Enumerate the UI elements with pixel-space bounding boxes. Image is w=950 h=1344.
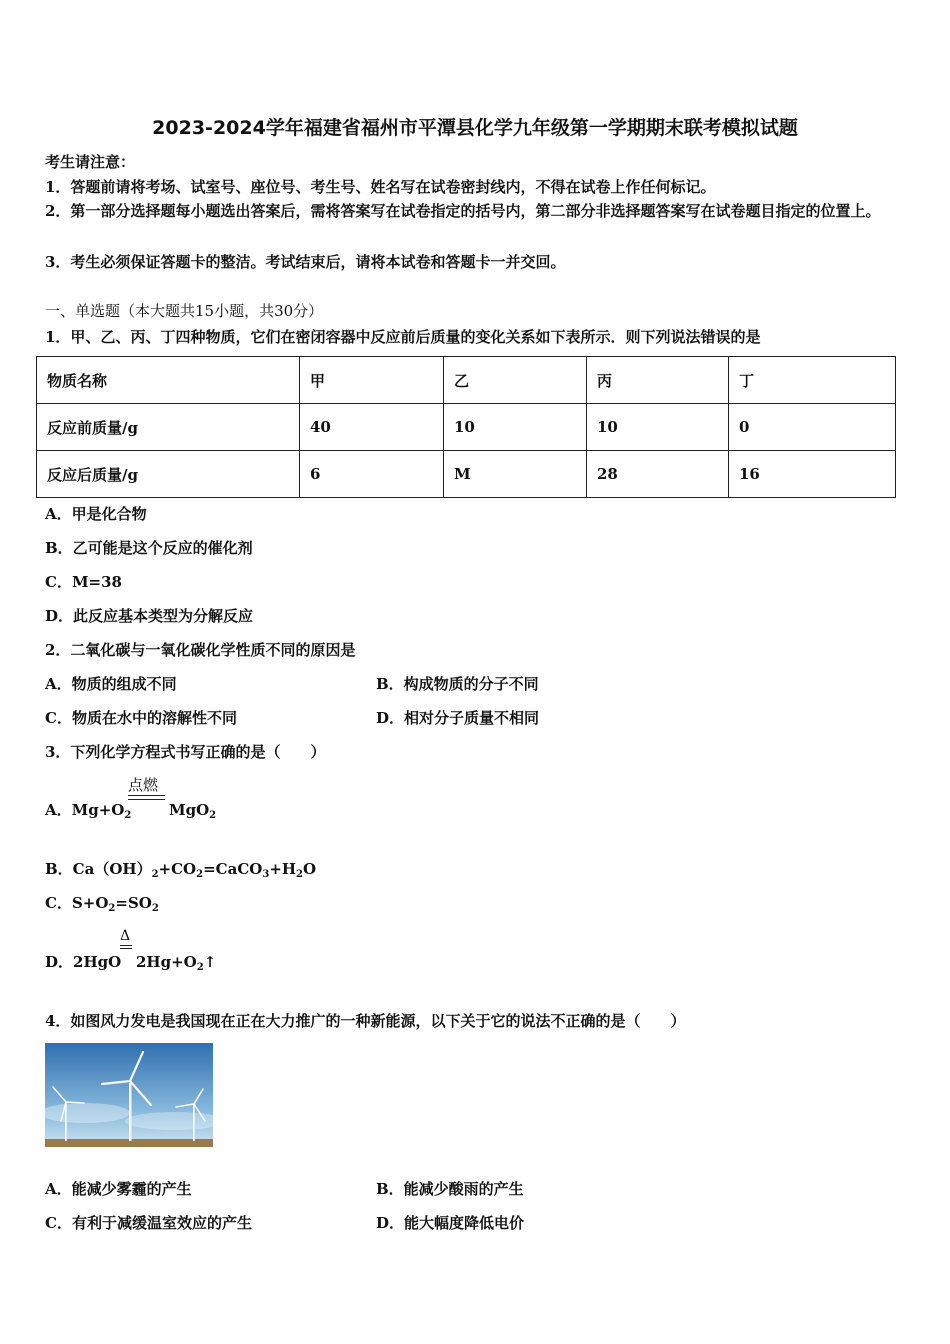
subscript: 2 <box>108 903 116 914</box>
notice-item-1: 1．答题前请将考场、试室号、座位号、考生号、姓名写在试卷密封线内，不得在试卷上作任何标记。 <box>45 178 716 196</box>
table-cell: 0 <box>729 404 896 451</box>
notice-item-3: 3．考生必须保证答题卡的整洁。考试结束后，请将本试卷和答题卡一并交回。 <box>45 253 566 271</box>
q3-stem: 3．下列化学方程式书写正确的是（ ） <box>45 743 326 761</box>
q1-option-a[interactable]: A．甲是化合物 <box>45 505 147 523</box>
q4-option-b[interactable]: B．能减少酸雨的产生 <box>376 1180 524 1198</box>
q3-a-product-line <box>169 800 216 826</box>
subscript: 2 <box>151 903 159 914</box>
q3-d-condition: Δ <box>120 928 131 944</box>
q3-c-part: C．S+O <box>45 894 109 912</box>
q3-option-c[interactable] <box>45 893 159 919</box>
section-heading: 一、单选题（本大题共15小题，共30分） <box>45 302 324 320</box>
q2-stem: 2．二氧化碳与一氧化碳化学性质不同的原因是 <box>45 641 356 659</box>
q4-option-c[interactable]: C．有利于减缓温室效应的产生 <box>45 1214 252 1232</box>
subscript: 2 <box>209 810 217 821</box>
q1-stem: 1．甲、乙、丙、丁四种物质，它们在密闭容器中反应前后质量的变化关系如下表所示．则下列说法错误的是 <box>45 328 761 346</box>
equals-sign-top <box>128 795 165 796</box>
q3-d-reactant: D．2HgO <box>45 953 122 971</box>
q3-option-d[interactable] <box>45 952 121 972</box>
q1-mass-table <box>36 356 896 498</box>
q2-option-d[interactable]: D．相对分子质量不相同 <box>376 709 540 727</box>
equals-sign-top <box>120 945 132 946</box>
q3-a-product: MgO <box>169 801 210 819</box>
page-title: 2023-2024学年福建省福州市平潭县化学九年级第一学期期末联考模拟试题 <box>152 117 798 139</box>
table-cell: 40 <box>300 404 444 451</box>
q3-b-part: O <box>303 860 317 878</box>
equals-sign-bottom <box>120 948 132 949</box>
q3-option-b[interactable] <box>45 859 316 885</box>
wind-turbine-photo <box>45 1043 213 1147</box>
q1-option-b[interactable]: B．乙可能是这个反应的催化剂 <box>45 539 253 557</box>
table-row <box>37 451 896 498</box>
q3-d-product: 2Hg+O <box>136 953 197 971</box>
q3-b-part: +H <box>269 860 297 878</box>
notice-heading: 考生请注意： <box>45 153 136 171</box>
table-cell: 丙 <box>587 357 729 404</box>
subscript: 2 <box>196 962 204 973</box>
q3-d-product-line <box>136 952 216 978</box>
subscript: 3 <box>262 869 270 880</box>
table-cell: 16 <box>729 451 896 498</box>
subscript: 2 <box>296 869 304 880</box>
q1-option-c[interactable]: C．M=38 <box>45 573 122 591</box>
q4-option-a[interactable]: A．能减少雾霾的产生 <box>45 1180 192 1198</box>
q4-option-d[interactable]: D．能大幅度降低电价 <box>376 1214 525 1232</box>
subscript: 2 <box>196 869 204 880</box>
turbine-tower <box>65 1103 67 1141</box>
subscript: 2 <box>151 869 159 880</box>
q2-option-c[interactable]: C．物质在水中的溶解性不同 <box>45 709 237 727</box>
equals-sign-bottom <box>128 799 165 800</box>
table-cell: 6 <box>300 451 444 498</box>
table-cell: 反应前质量/g <box>37 404 300 451</box>
wind-turbine-image <box>45 1043 213 1147</box>
q3-b-part: +CO <box>158 860 197 878</box>
q2-option-b[interactable]: B．构成物质的分子不同 <box>376 675 539 693</box>
table-cell: 28 <box>587 451 729 498</box>
table-cell: 反应后质量/g <box>37 451 300 498</box>
q3-a-reactants: A．Mg+O <box>45 801 125 819</box>
table-row <box>37 404 896 451</box>
table-cell: 甲 <box>300 357 444 404</box>
q1-option-d[interactable]: D．此反应基本类型为分解反应 <box>45 607 254 625</box>
turbine-tower <box>193 1105 195 1141</box>
q3-c-part: =SO <box>115 894 152 912</box>
q3-option-a[interactable] <box>45 800 131 826</box>
table-cell: 物质名称 <box>37 357 300 404</box>
table-cell: 10 <box>587 404 729 451</box>
table-cell: 10 <box>444 404 587 451</box>
q4-stem: 4．如图风力发电是我国现在正在大力推广的一种新能源，以下关于它的说法不正确的是（ ） <box>45 1012 686 1030</box>
notice-item-2: 2．第一部分选择题每小题选出答案后，需将答案写在试卷指定的括号内，第二部分非选择题答案写在试卷题目指定的位置上。 <box>45 202 881 220</box>
table-cell: M <box>444 451 587 498</box>
subscript: 2 <box>124 810 132 821</box>
q2-option-a[interactable]: A．物质的组成不同 <box>45 675 177 693</box>
table-cell: 乙 <box>444 357 587 404</box>
q3-a-condition: 点燃 <box>128 776 159 794</box>
q3-b-part: B．Ca（OH） <box>45 860 152 878</box>
q3-b-part: =CaCO <box>203 860 263 878</box>
up-arrow-icon: ↑ <box>203 953 217 971</box>
table-cell: 丁 <box>729 357 896 404</box>
turbine-tower <box>129 1083 132 1141</box>
table-header-row <box>37 357 896 404</box>
